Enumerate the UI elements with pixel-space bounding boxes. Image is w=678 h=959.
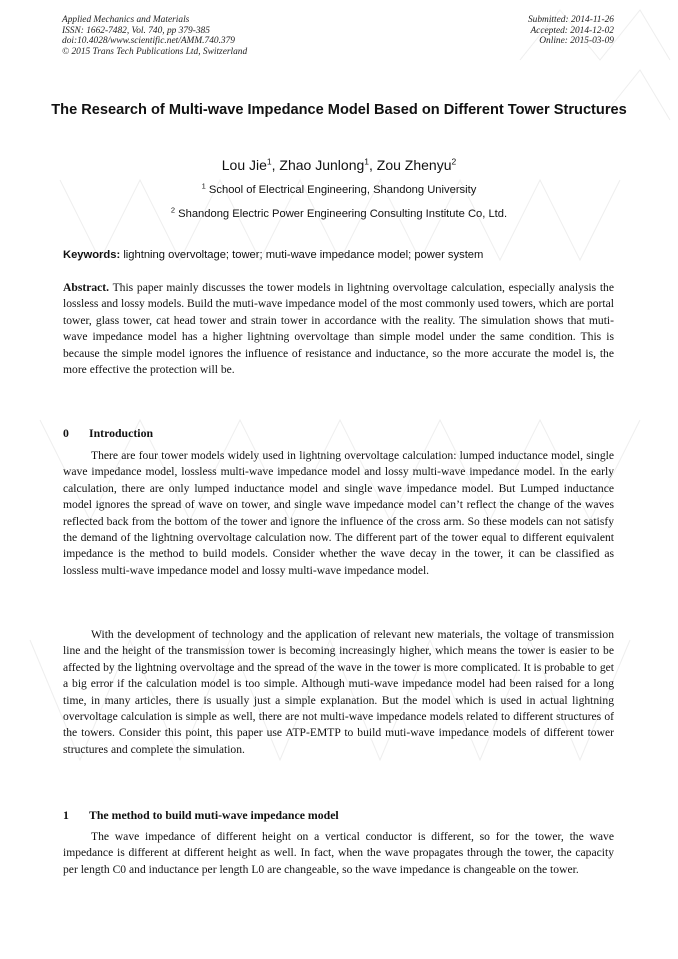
keywords-label: Keywords: — [63, 249, 121, 261]
journal-name: Applied Mechanics and Materials — [62, 15, 190, 25]
section-number: 0 — [63, 426, 69, 440]
paragraph: The wave impedance of different height on a vertical conductor is different, so for the tower, the wave impedance is different at different height as well. In fact, when the wave propagates through the tower, the capacity per length C0 and inductance per length L0 are changeable, so the wave impedance is changeable on the tower. — [63, 830, 614, 876]
author-name: Lou Jie — [221, 157, 267, 173]
submission-dates — [528, 15, 614, 47]
author-affiliation-mark: 1 — [364, 156, 369, 167]
section-title: Introduction — [89, 426, 154, 440]
abstract — [63, 280, 614, 378]
section-heading-introduction — [63, 426, 153, 441]
keywords-text: lightning overvoltage; tower; muti-wave impedance model; power system — [123, 249, 484, 261]
author-list — [40, 157, 638, 173]
journal-header — [62, 15, 247, 57]
author-name: Zou Zhenyu — [376, 157, 452, 173]
section-heading-method — [63, 808, 339, 823]
affiliation-mark: 2 — [170, 205, 176, 215]
author-separator: , — [369, 157, 377, 173]
affiliation — [40, 205, 638, 220]
abstract-label: Abstract. — [63, 281, 110, 294]
affiliation-text: Shandong Electric Power Engineering Consulting Institute Co, Ltd. — [178, 208, 508, 220]
author-affiliation-mark: 2 — [451, 156, 457, 167]
date-online: Online: 2015-03-09 — [539, 36, 614, 47]
date-accepted: Accepted: 2014-12-02 — [530, 25, 614, 36]
abstract-text: This paper mainly discusses the tower models in lightning overvoltage calculation, especially analysis the lossless and lossy models. Build the muti-wave impedance model of the most commonly used towers, which are portal tower, glass tower, cat head tower and strain tower in accordance with the reality. The simulation shows that muti-wave impedance model has a higher lightning overvoltage than simple model under the same condition. This is because the simple model ignores the influence of resistance and inductance, so the more accurate the model is, the more effective the protection will be. — [63, 281, 614, 377]
keywords — [63, 249, 615, 261]
date-submitted: Submitted: 2014-11-26 — [527, 15, 614, 25]
section-number: 1 — [63, 808, 69, 822]
paper-title: The Research of Multi-wave Impedance Model Based on Different Tower Structures — [51, 102, 627, 118]
section-title: The method to build muti-wave impedance model — [89, 808, 339, 822]
affiliation-text: School of Electrical Engineering, Shandong University — [208, 184, 477, 196]
journal-copyright: © 2015 Trans Tech Publications Ltd, Switzerland — [62, 46, 248, 57]
journal-issn: ISSN: 1662-7482, Vol. 740, pp 379-385 — [62, 25, 210, 36]
author-separator: , — [271, 157, 280, 173]
paragraph: With the development of technology and the application of relevant new materials, the voltage of transmission line and the height of the transmission tower is becoming increasingly higher, which means the tower is easier to be affected by the lightning overvoltage and the spread of the wave in the tower is more complicated. It is probable to get a big error if the calculation model is too simple. Although muti-wave impedance model had been raised for a long time, in many articles, there is usually just a simple explanation. But the model which is used in actual lightning overvoltage calculation is simple as well, there are not multi-wave impedance models related to different structures of the towers. Consider this point, this paper use ATP-EMTP to build muti-wave impedance models of different tower structures and complete the simulation. — [63, 628, 614, 756]
journal-doi: doi:10.4028/www.scientific.net/AMM.740.379 — [62, 36, 235, 47]
affiliation-mark: 1 — [201, 181, 206, 191]
author-affiliation-mark: 1 — [266, 156, 272, 167]
author-name: Zhao Junlong — [279, 157, 365, 173]
affiliation — [40, 181, 638, 196]
paragraph: There are four tower models widely used in lightning overvoltage calculation: lumped inductance model, single wave impedance model, lossless multi-wave impedance model and lossy multi-wave impedance model. In the early calculation, there are only lumped inductance model and single wave impedance model. But Lumped inductance model ignores the spread of wave on tower, and single wave impedance model can’t reflect the change of the waves reflected back from the bottom of the tower and ignore the influence of the cross arm. So these models can not satisfy the demand of the lightning overvoltage calculation now. The different part of the tower equal to different equivalent impedance is the method to build models. Consider whether the wave decay in the tower, it can be classified as lossless multi-wave impedance model and lossy multi-wave impedance model. — [63, 449, 614, 577]
